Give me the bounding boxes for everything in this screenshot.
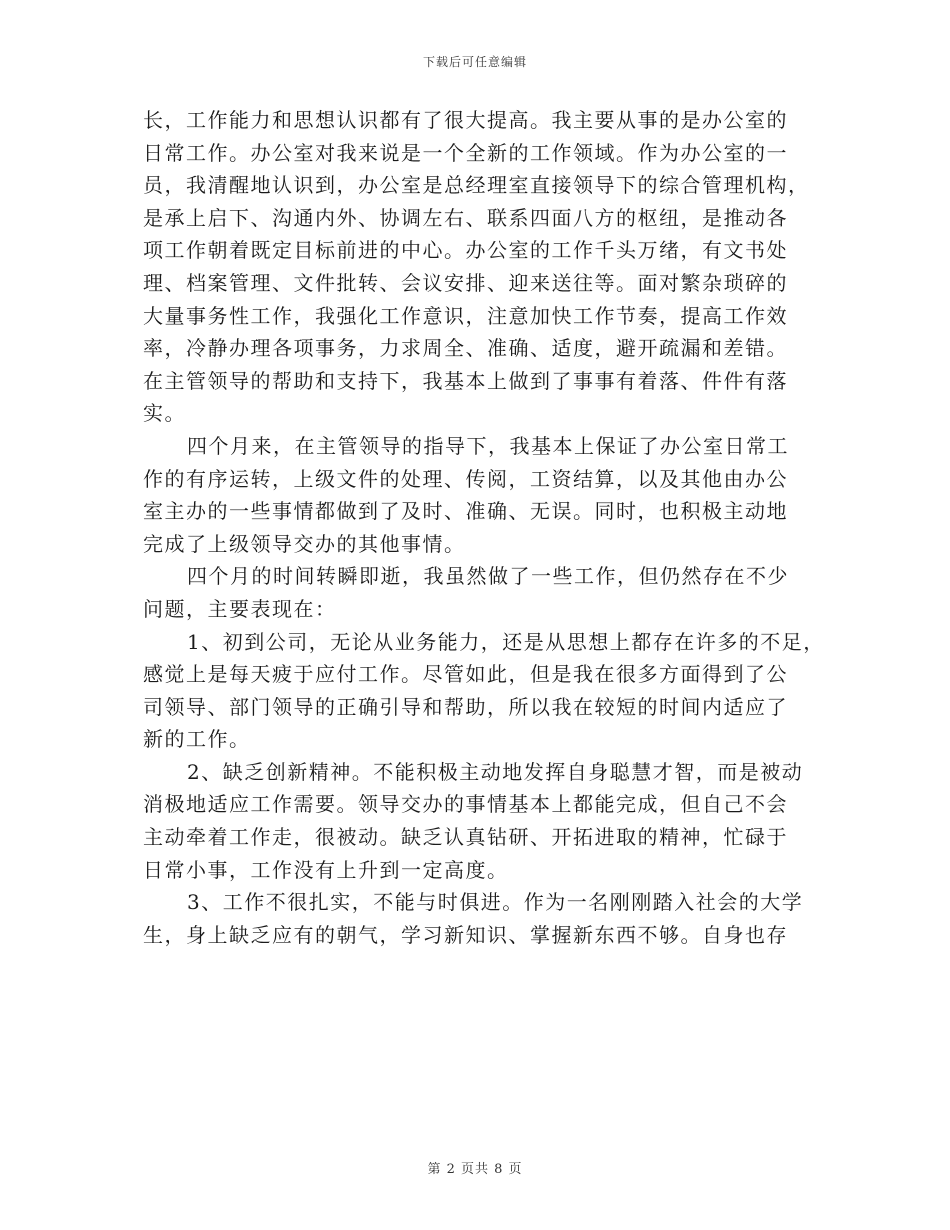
- paragraph-start-line: 1、初到公司，无论从业务能力，还是从思想上都存在许多的不足，: [187, 629, 825, 654]
- paragraph-start-line: 四个月来，在主管领导的指导下，我基本上保证了办公室日常工: [187, 433, 789, 458]
- text-line: 日常小事，工作没有上升到一定高度。: [143, 857, 509, 882]
- text-line: 实。: [143, 401, 186, 426]
- text-line: 问题，主要表现在：: [143, 596, 337, 621]
- text-line: 日常工作。办公室对我来说是一个全新的工作领域。作为办公室的一: [143, 140, 788, 165]
- text-line: 大量事务性工作，我强化工作意识，注意加快工作节奏，提高工作效: [143, 303, 788, 328]
- text-line: 长，工作能力和思想认识都有了很大提高。我主要从事的是办公室的: [143, 108, 788, 132]
- text-line: 室主办的一些事情都做到了及时、准确、无误。同时，也积极主动地: [143, 499, 788, 524]
- text-line: 理、档案管理、文件批转、会议安排、迎来送往等。面对繁杂琐碎的: [143, 270, 788, 295]
- text-line: 项工作朝着既定目标前进的中心。办公室的工作千头万绪，有文书处: [143, 238, 788, 263]
- text-line: 率，冷静办理各项事务，力求周全、准确、适度，避开疏漏和差错。: [143, 336, 788, 361]
- text-line: 司领导、部门领导的正确引导和帮助，所以我在较短的时间内适应了: [143, 694, 788, 719]
- text-line: 员，我清醒地认识到，办公室是总经理室直接领导下的综合管理机构，: [143, 173, 810, 198]
- text-line: 主动牵着工作走，很被动。缺乏认真钻研、开拓进取的精神，忙碌于: [143, 825, 788, 850]
- text-line: 完成了上级领导交办的其他事情。: [143, 531, 466, 556]
- page-number-footer: 第 2 页共 8 页: [427, 1162, 523, 1177]
- text-line: 生，身上缺乏应有的朝气，学习新知识、掌握新东西不够。自身也存: [143, 922, 788, 947]
- text-line: 在主管领导的帮助和支持下，我基本上做到了事事有着落、件件有落: [143, 368, 788, 393]
- text-line: 新的工作。: [143, 727, 251, 752]
- document-body: [143, 104, 823, 951]
- paragraph-start-line: 3、工作不很扎实，不能与时俱进。作为一名刚刚踏入社会的大学: [187, 890, 804, 915]
- text-line: 作的有序运转，上级文件的处理、传阅，工资结算，以及其他由办公: [143, 466, 788, 491]
- paragraph-start-line: 2、缺乏创新精神。不能积极主动地发挥自身聪慧才智，而是被动: [187, 759, 804, 784]
- page-header: 下载后可任意编辑: [422, 55, 527, 69]
- text-line: 消极地适应工作需要。领导交办的事情基本上都能完成，但自己不会: [143, 792, 788, 817]
- paragraph-start-line: 四个月的时间转瞬即逝，我虽然做了一些工作，但仍然存在不少: [187, 564, 789, 589]
- text-line: 是承上启下、沟通内外、协调左右、联系四面八方的枢纽，是推动各: [143, 205, 788, 230]
- text-line: 感觉上是每天疲于应付工作。尽管如此，但是我在很多方面得到了公: [143, 662, 788, 687]
